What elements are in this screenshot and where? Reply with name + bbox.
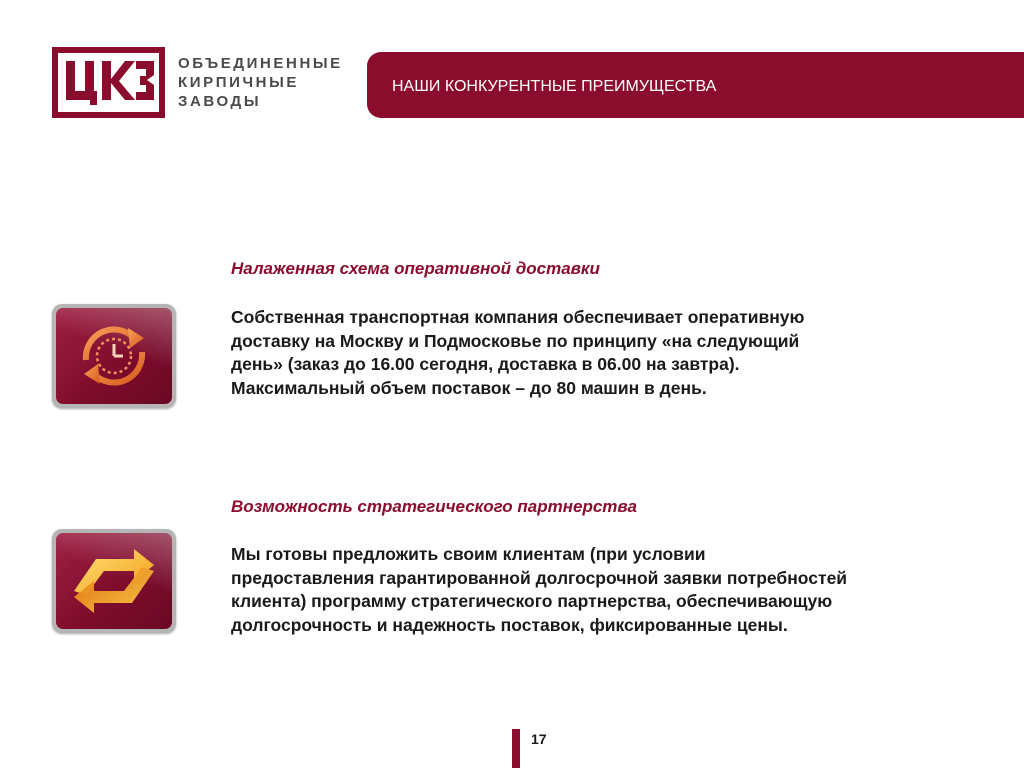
exchange-arrows-icon [56,533,172,629]
page-title: НАШИ КОНКУРЕНТНЫЕ ПРЕИМУЩЕСТВА [392,78,717,95]
body-line: Мы готовы предложить своим клиентам (при условии [231,544,706,564]
company-name-line-3: ЗАВОДЫ [178,93,262,110]
body-line: предоставления гарантированной долгосрочной заявки потребностей [231,567,848,588]
page-number: 17 [531,731,547,747]
company-logo [52,47,165,118]
body-line: день» (заказ до 16.00 сегодня, доставка в 06.00 на завтра). [231,354,740,374]
clock-refresh-icon [56,308,172,404]
logo-mark [52,47,165,118]
body-line: долгосрочность и надежность поставок, фиксированные цены. [231,614,788,635]
delivery-icon-tile [52,304,176,408]
partnership-icon-tile [52,529,176,633]
company-name-line-2: КИРПИЧНЫЕ [178,74,299,91]
company-name-line-1: ОБЪЕДИНЕННЫЕ [178,55,343,72]
company-name [178,54,343,111]
section-heading-delivery: Налаженная схема оперативной доставки [231,259,600,278]
section-body-partnership [231,543,991,637]
section-heading-partnership: Возможность стратегического партнерства [231,497,637,516]
footer-accent-bar [512,729,520,768]
body-line: Собственная транспортная компания обеспечивает оперативную [231,307,805,327]
section-body-delivery [231,306,991,400]
body-line: клиента) программу стратегического партнерства, обеспечивающую [231,591,833,611]
body-line: Максимальный объем поставок – до 80 машин в день. [231,377,707,398]
body-line: доставку на Москву и Подмосковье по принципу «на следующий [231,330,800,351]
